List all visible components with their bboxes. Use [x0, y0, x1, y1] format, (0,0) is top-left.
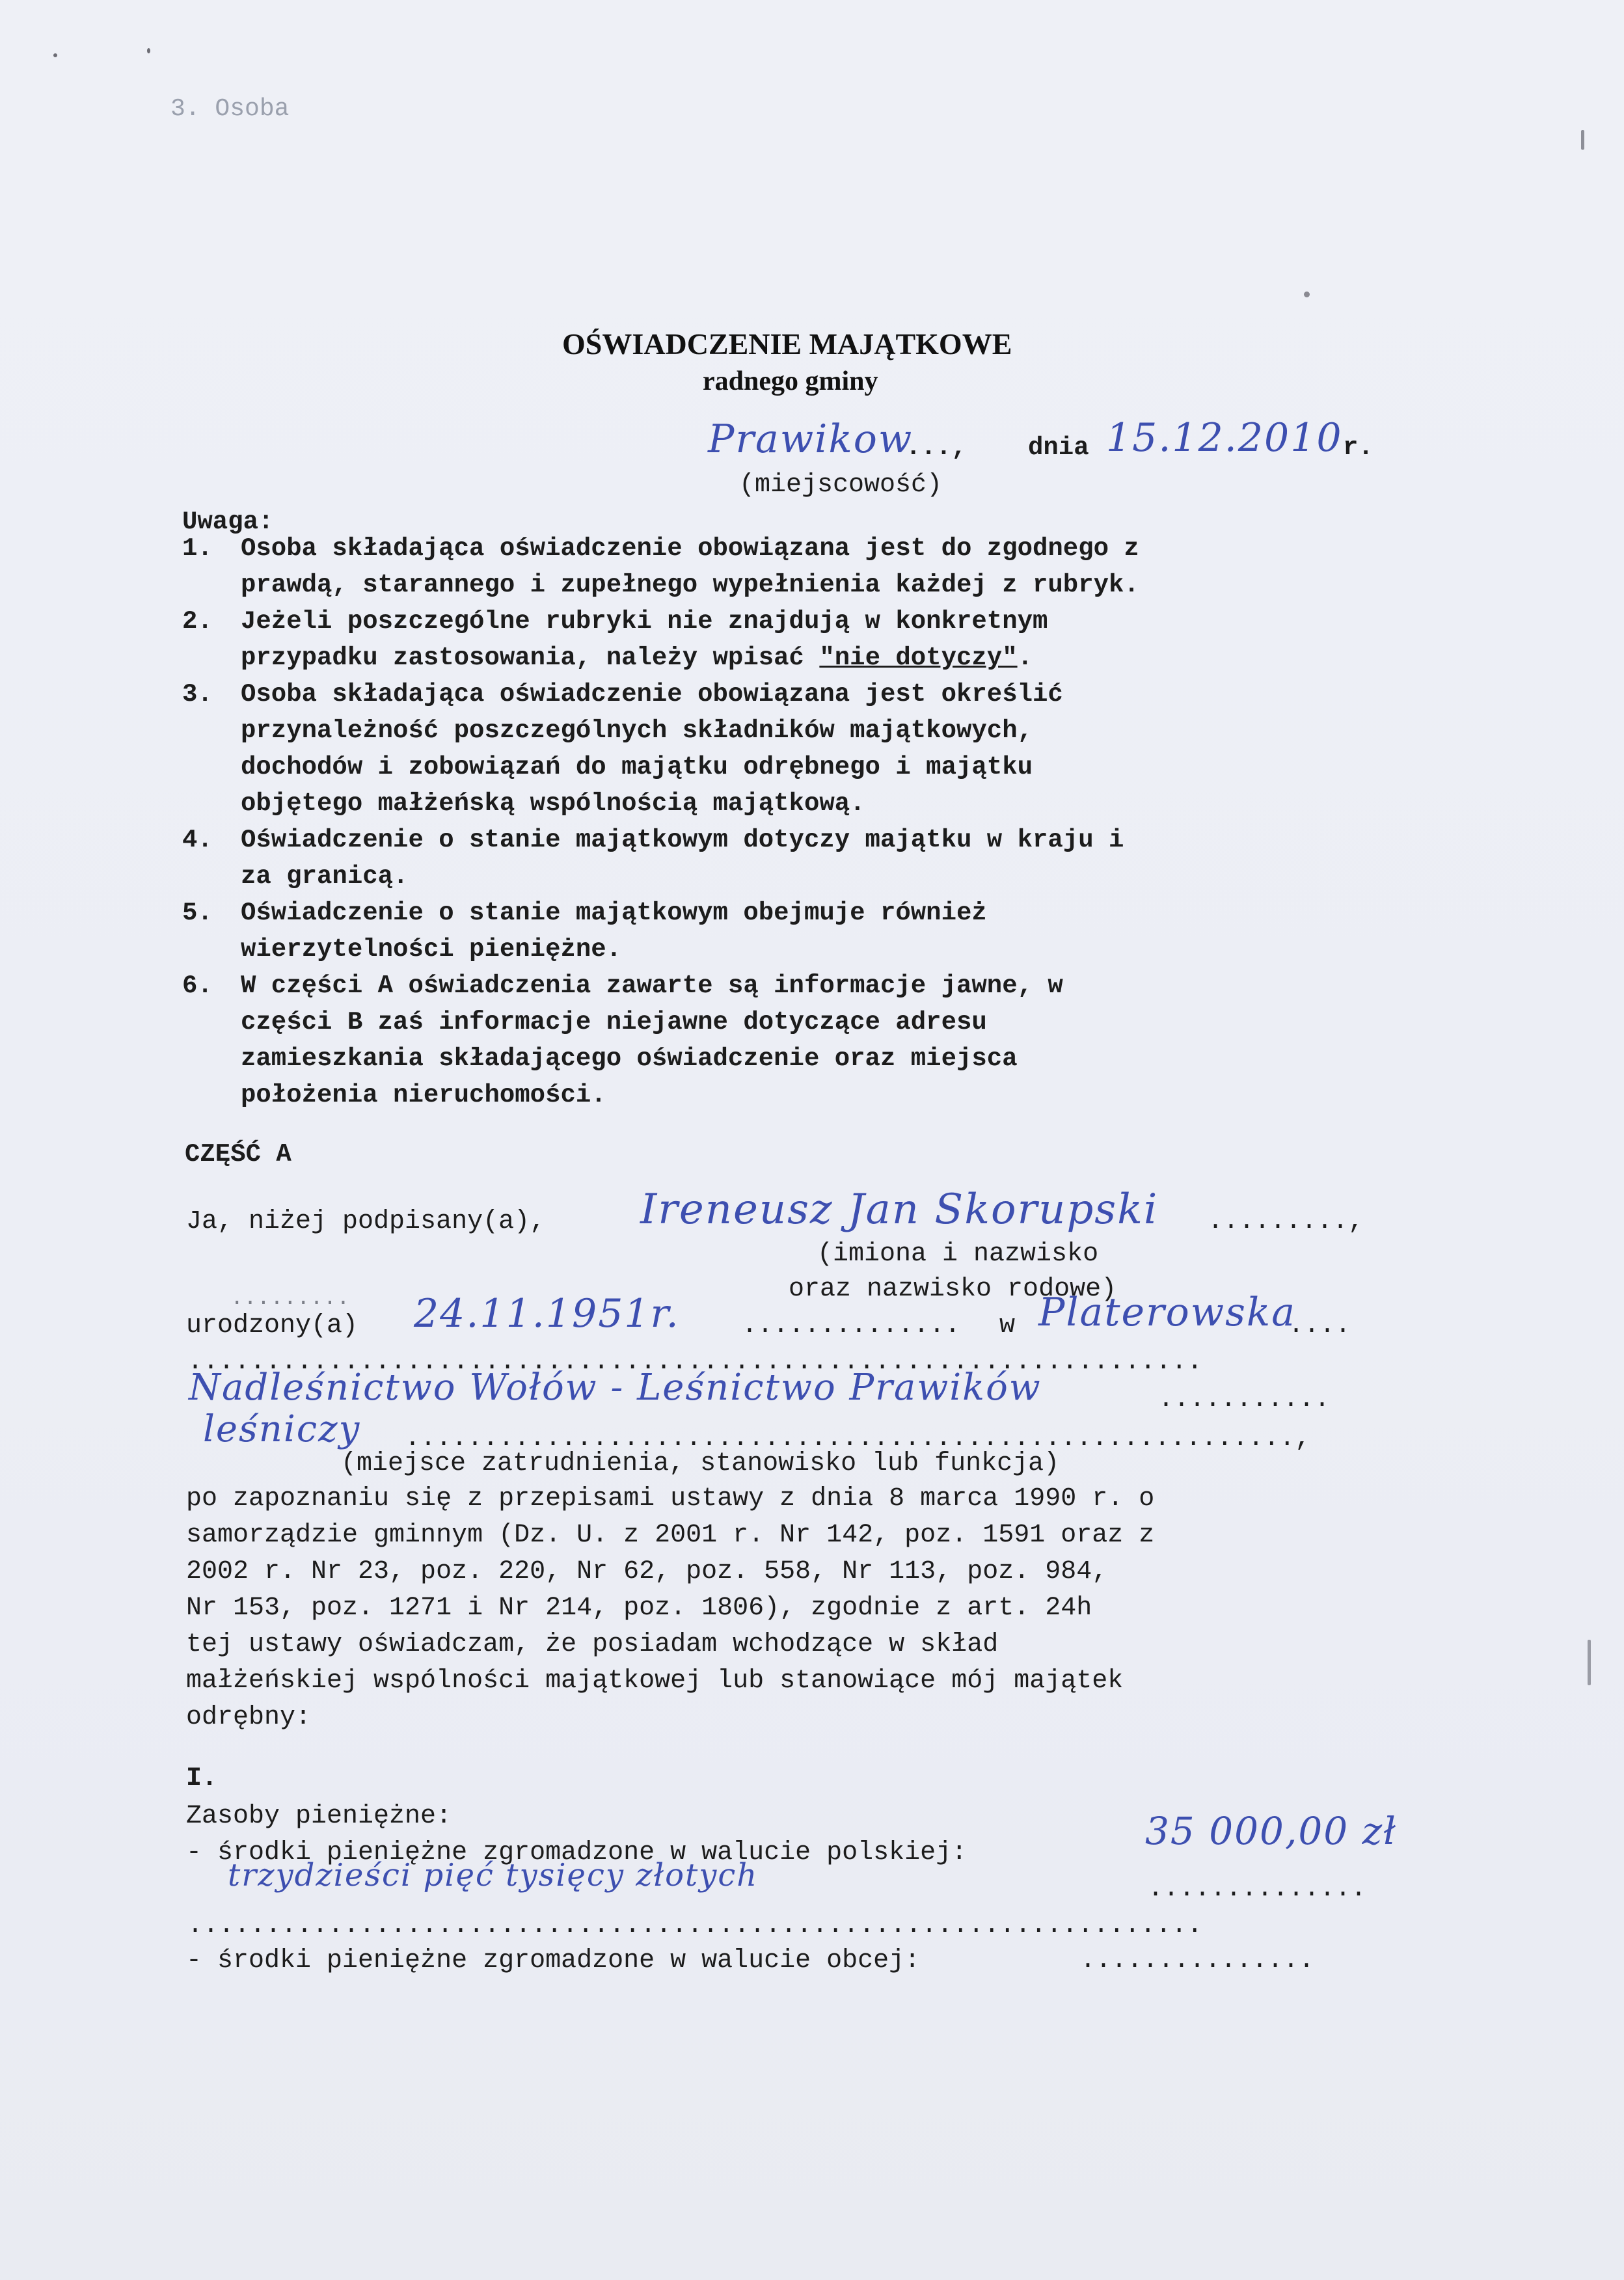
- handwritten-date: 15.12.2010: [1106, 415, 1343, 461]
- note-number: 2.: [182, 607, 213, 636]
- scan-speck: [147, 48, 150, 53]
- employment-dots-2: .........................................................,: [405, 1424, 1311, 1454]
- employment-dots-1: ...........: [1158, 1385, 1331, 1415]
- note-item: [182, 822, 1405, 895]
- page-title: OŚWIADCZENIE MAJĄTKOWE: [562, 327, 1012, 360]
- header-ghost-text: 3. Osoba: [170, 95, 290, 123]
- foreign-label: - środki pieniężne zgromadzone w walucie obcej:: [186, 1946, 921, 1975]
- place-dots: ...,: [906, 433, 967, 462]
- note-text: Osoba składająca oświadczenie obowiązana jest do zgodnego z prawdą, starannego i zupełnego wypełnienia każdej z rubryk.: [241, 534, 1139, 599]
- handwritten-birth-date: 24.11.1951r.: [414, 1291, 680, 1337]
- pln-label: - środki pieniężne zgromadzone w walucie polskiej:: [186, 1838, 968, 1867]
- dotted-line: .................................................................: [187, 1911, 1203, 1940]
- note-text: [241, 603, 1048, 676]
- handwritten-name: Ireneusz Jan Skorupski: [640, 1186, 1159, 1234]
- section-heading: Zasoby pieniężne:: [186, 1802, 452, 1831]
- employment-caption: (miejsce zatrudnienia, stanowisko lub funkcja): [341, 1449, 1060, 1478]
- statement-paragraph: po zapoznaniu się z przepisami ustawy z dnia 8 marca 1990 r. o samorządzie gminnym (Dz. U. z 2001 r. Nr 142, poz. 1591 oraz z 2002 r. Nr 23, poz. 220, Nr 62, poz. 558, Nr 113, poz. 984, Nr 153, poz. 1271 i Nr 214, poz. 1806), zgodnie z art. 24h tej ustawy oświadczam, że posiadam wchodzące w skład małżeńskiej wspólności majątkowej lub stanowiące mój majątek odrębny:: [186, 1484, 1155, 1732]
- note-text: Osoba składająca oświadczenie obowiązana jest określić przynależność poszczególnych składników majątkowych, dochodów i zobowiązań do majątku odrębnego i majątku objętego małżeńską wspólnością majątkową.: [241, 680, 1063, 818]
- note-number: 1.: [182, 534, 213, 563]
- date-suffix: r.: [1343, 433, 1374, 462]
- pln-words-dots: ..............: [1148, 1875, 1367, 1904]
- born-dots: ..............: [742, 1311, 961, 1340]
- note-number: 6.: [182, 971, 213, 1000]
- foreign-dots: ...............: [1080, 1946, 1315, 1975]
- note-text: Oświadczenie o stanie majątkowym dotyczy majątku w kraju i za granicą.: [241, 826, 1124, 891]
- note-text-before: Jeżeli poszczególne rubryki nie znajdują w konkretnym przypadku zastosowania, należy wpisać: [241, 607, 1048, 672]
- note-item: [182, 603, 1405, 676]
- note-item: [182, 895, 1405, 968]
- handwritten-place: Prawikow: [708, 416, 914, 462]
- handwritten-employment: Nadleśnictwo Wołów - Leśnictwo Prawików: [189, 1366, 1042, 1409]
- dotted-line: .................................................................: [187, 1348, 1203, 1377]
- handwritten-pln-words: trzydzieści pięć tysięcy złotych: [228, 1857, 759, 1893]
- part-a-heading: CZĘŚĆ A: [185, 1140, 291, 1169]
- notes-list: [182, 530, 1405, 1113]
- born-in-label: w: [999, 1311, 1016, 1340]
- scan-speck: [1304, 292, 1310, 297]
- small-dots: .........: [230, 1286, 350, 1311]
- scan-speck: [53, 53, 57, 57]
- handwritten-pln-amount: 35 000,00 zł: [1145, 1809, 1397, 1853]
- note-item: [182, 968, 1405, 1113]
- page-subtitle: radnego gminy: [703, 366, 878, 396]
- nie-dotyczy-phrase: "nie dotyczy": [819, 644, 1018, 672]
- scan-speck: [1588, 1640, 1591, 1685]
- section-roman: I.: [186, 1764, 218, 1793]
- handwritten-birth-place: Platerowska: [1038, 1290, 1297, 1335]
- name-caption-2: oraz nazwisko rodowe): [789, 1275, 1117, 1304]
- note-item: [182, 676, 1405, 822]
- place-caption: (miejscowość): [739, 470, 943, 500]
- note-text: Oświadczenie o stanie majątkowym obejmuje również wierzytelności pieniężne.: [241, 899, 987, 964]
- dnia-label: dnia: [1028, 433, 1089, 462]
- note-number: 4.: [182, 826, 213, 854]
- note-item: [182, 530, 1405, 603]
- name-dots: .........,: [1208, 1207, 1364, 1236]
- born-place-dots: ....: [1288, 1311, 1351, 1340]
- handwritten-position: leśniczy: [203, 1408, 361, 1450]
- notes-heading: Uwaga:: [182, 508, 274, 536]
- note-text: W części A oświadczenia zawarte są informacje jawne, w części B zaś informacje niejawne dotyczące adresu zamieszkania składającego oświadczenie oraz miejsca położenia nieruchomości.: [241, 971, 1063, 1109]
- born-label: urodzony(a): [186, 1311, 359, 1340]
- note-number: 5.: [182, 899, 213, 927]
- signed-label: Ja, niżej podpisany(a),: [186, 1207, 546, 1236]
- scan-speck: [1581, 130, 1584, 150]
- note-number: 3.: [182, 680, 213, 709]
- note-text-after: .: [1017, 644, 1033, 672]
- name-caption-1: (imiona i nazwisko: [817, 1240, 1099, 1269]
